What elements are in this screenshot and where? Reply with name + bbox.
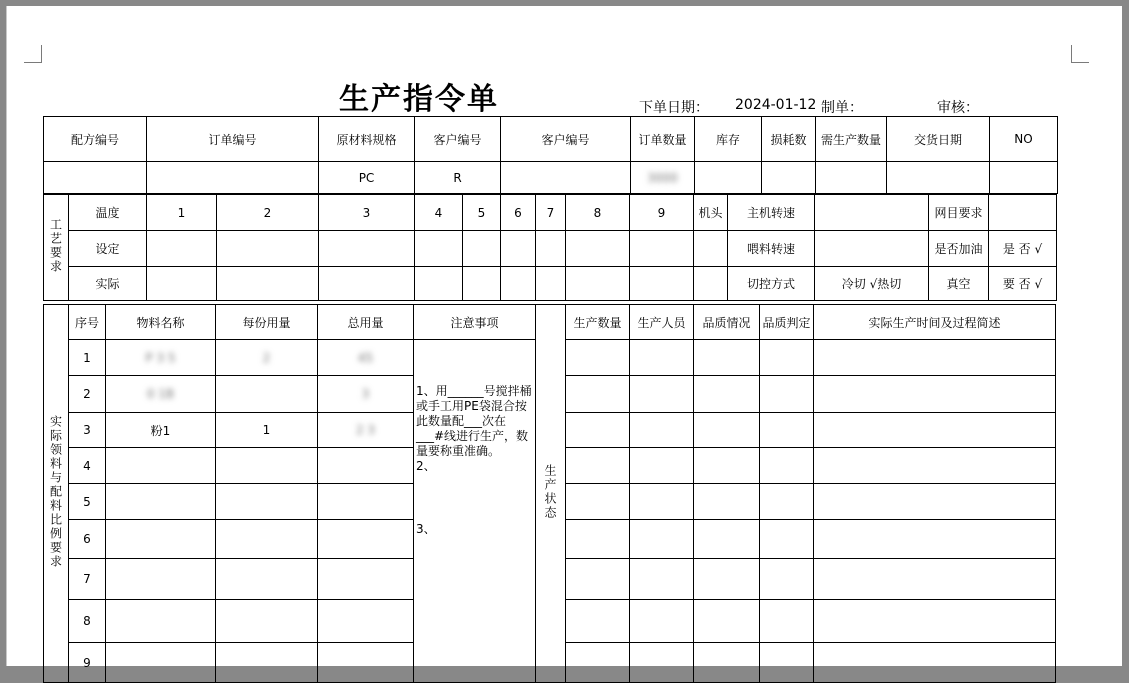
header-recipe-no: 配方编号 <box>44 117 147 162</box>
zone-2: 2 <box>217 195 319 231</box>
order-table <box>43 116 1058 194</box>
mesh-value <box>989 195 1057 231</box>
header-prod-staff: 生产人员 <box>630 305 694 340</box>
zone-7: 7 <box>536 195 566 231</box>
header-order-qty: 订单数量 <box>631 117 695 162</box>
cell-loss <box>762 162 816 194</box>
maker-label: 制单： <box>821 100 863 116</box>
material-total: 45 <box>318 340 414 376</box>
zone-8: 8 <box>566 195 630 231</box>
cell-required-qty <box>816 162 887 194</box>
material-name: P 3 5 <box>106 340 216 376</box>
crop-mark-top-left <box>24 45 42 63</box>
header-customer-no-2: 客户编号 <box>501 117 631 162</box>
material-per <box>216 376 318 413</box>
cell-customer-no-2 <box>501 162 631 194</box>
production-status-label: 生产状态 <box>536 305 566 683</box>
cut-mode-label: 切控方式 <box>728 267 815 301</box>
process-section-label: 工艺要求 <box>44 195 69 301</box>
header-process-summary: 实际生产时间及过程简述 <box>814 305 1056 340</box>
zone-4: 4 <box>415 195 463 231</box>
main-speed-value <box>815 195 929 231</box>
note-3: 3、 <box>416 522 436 536</box>
cut-mode-value: 冷切 √热切 <box>815 267 929 301</box>
temperature-row <box>44 195 1057 231</box>
zone-9: 9 <box>630 195 694 231</box>
header-material-spec: 原材料规格 <box>319 117 415 162</box>
order-data-row <box>44 162 1058 194</box>
set-label: 设定 <box>69 231 147 267</box>
material-per: 2 <box>216 340 318 376</box>
materials-header-row <box>44 305 1056 340</box>
head-label: 机头 <box>694 195 728 231</box>
cell-recipe-no <box>44 162 147 194</box>
material-row: 7 <box>44 559 1056 600</box>
crop-mark-top-right <box>1071 45 1089 63</box>
reviewer-label: 审核： <box>937 100 979 116</box>
material-row: 1 P 3 5 2 45 1、用______号搅拌桶或手工用PE袋混合按此数量配___次在___#线进行生产，数量要称重准确。 2、 3、 <box>44 340 1056 376</box>
mesh-label: 网目要求 <box>929 195 989 231</box>
vacuum-value: 要 否 √ <box>989 267 1057 301</box>
feed-speed-value <box>815 231 929 267</box>
header-stock: 库存 <box>695 117 762 162</box>
set-row <box>44 231 1057 267</box>
header-customer-no-1: 客户编号 <box>415 117 501 162</box>
header-quality-judgement: 品质判定 <box>760 305 814 340</box>
header-loss: 损耗数 <box>762 117 816 162</box>
material-name: 0 1B <box>106 376 216 413</box>
cell-order-qty: 3000 <box>631 162 695 194</box>
header-total-amount: 总用量 <box>318 305 414 340</box>
material-row: 9 <box>44 643 1056 683</box>
actual-row <box>44 267 1057 301</box>
header-required-qty: 需生产数量 <box>816 117 887 162</box>
cell-order-no <box>147 162 319 194</box>
feed-speed-label: 喂料转速 <box>728 231 815 267</box>
process-table <box>43 194 1057 301</box>
main-speed-label: 主机转速 <box>728 195 815 231</box>
material-name: 粉1 <box>106 413 216 448</box>
header-per-amount: 每份用量 <box>216 305 318 340</box>
zone-5: 5 <box>463 195 501 231</box>
material-total: 2 3 <box>318 413 414 448</box>
header-no: NO <box>990 117 1058 162</box>
oil-value: 是 否 √ <box>989 231 1057 267</box>
order-date-value: 2024-01-12 <box>735 97 817 113</box>
oil-label: 是否加油 <box>929 231 989 267</box>
vacuum-label: 真空 <box>929 267 989 301</box>
cell-customer-no-1: R <box>415 162 501 194</box>
material-row: 8 <box>44 600 1056 643</box>
zone-3: 3 <box>319 195 415 231</box>
cell-delivery-date <box>887 162 990 194</box>
header-order-no: 订单编号 <box>147 117 319 162</box>
material-row: 5 <box>44 484 1056 520</box>
header-seq: 序号 <box>69 305 106 340</box>
temp-label: 温度 <box>69 195 147 231</box>
material-row: 6 <box>44 520 1056 559</box>
material-row: 2 0 1B 3 <box>44 376 1056 413</box>
materials-section-label: 实际领料与配料比例要求 <box>44 305 69 683</box>
document-title: 生产指令单 <box>339 82 499 117</box>
zone-1: 1 <box>147 195 217 231</box>
header-notes: 注意事项 <box>414 305 536 340</box>
header-material-name: 物料名称 <box>106 305 216 340</box>
cell-stock <box>695 162 762 194</box>
cell-no <box>990 162 1058 194</box>
cell-material-spec: PC <box>319 162 415 194</box>
material-row: 4 <box>44 448 1056 484</box>
material-per: 1 <box>216 413 318 448</box>
note-2: 2、 <box>416 459 436 473</box>
materials-table <box>43 304 1056 683</box>
order-header-row <box>44 117 1058 162</box>
order-date-label: 下单日期： <box>639 100 709 116</box>
document-page <box>6 6 1122 670</box>
header-prod-qty: 生产数量 <box>566 305 630 340</box>
note-1: 1、用______号搅拌桶或手工用PE袋混合按此数量配___次在___#线进行生产，数量要称重准确。 <box>416 384 532 458</box>
zone-6: 6 <box>501 195 536 231</box>
header-delivery-date: 交货日期 <box>887 117 990 162</box>
header-quality-status: 品质情况 <box>694 305 760 340</box>
actual-label: 实际 <box>69 267 147 301</box>
notes-cell <box>414 340 536 683</box>
material-row: 3 粉1 1 2 3 <box>44 413 1056 448</box>
material-total: 3 <box>318 376 414 413</box>
